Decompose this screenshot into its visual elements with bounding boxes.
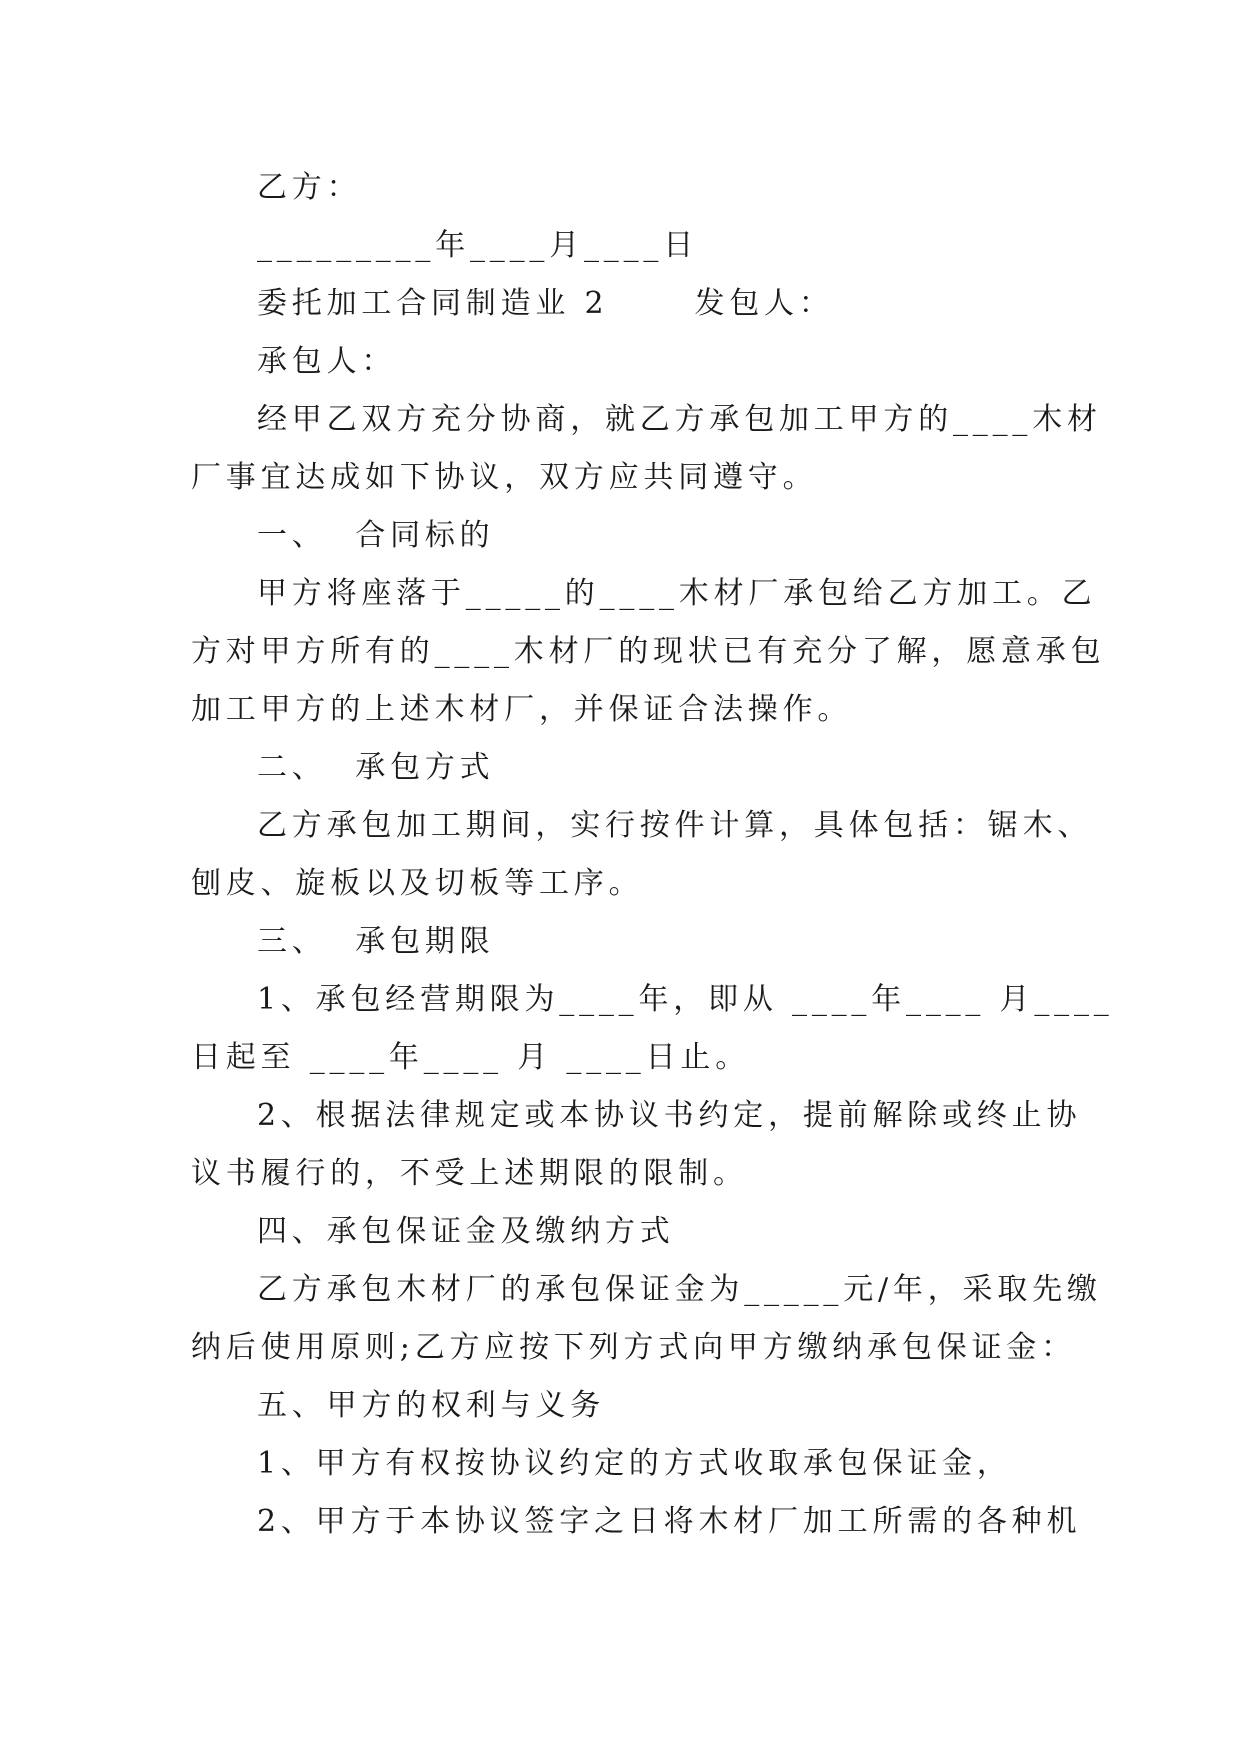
paragraph-line: 1、甲方有权按协议约定的方式收取承包保证金，: [257, 1446, 1012, 1481]
paragraph-line: 2、甲方于本协议签字之日将木材厂加工所需的各种机: [257, 1504, 1082, 1539]
paragraph-line: 日起至 ____年____ 月 ____日止。: [191, 1040, 751, 1075]
section-heading: 五、甲方的权利与义务: [257, 1388, 605, 1423]
paragraph-line: 加工甲方的上述木材厂，并保证合法操作。: [191, 692, 853, 727]
section-heading: 三、 承包期限: [257, 924, 495, 959]
paragraph-line: 经甲乙双方充分协商，就乙方承包加工甲方的____木材: [257, 402, 1102, 437]
paragraph-line: 厂事宜达成如下协议，双方应共同遵守。: [191, 460, 818, 495]
section-heading: 四、承包保证金及缴纳方式: [257, 1214, 675, 1249]
section-heading: 二、 承包方式: [257, 750, 495, 785]
paragraph-line: 甲方将座落于_____的____木材厂承包给乙方加工。乙: [257, 576, 1097, 611]
paragraph-line: 2、根据法律规定或本协议书约定，提前解除或终止协: [257, 1098, 1082, 1133]
paragraph-line: 乙方承包木材厂的承包保证金为_____元/年，采取先缴: [257, 1272, 1102, 1307]
party-b-label: 乙方：: [257, 170, 362, 205]
paragraph-line: 方对甲方所有的____木材厂的现状已有充分了解，愿意承包: [191, 634, 1106, 669]
contractor-label: 承包人：: [257, 344, 397, 379]
paragraph-line: 议书履行的，不受上述期限的限制。: [191, 1156, 748, 1191]
paragraph-line: 纳后使用原则;乙方应按下列方式向甲方缴纳承包保证金：: [191, 1330, 1076, 1365]
paragraph-line: 乙方承包加工期间，实行按件计算，具体包括：锯木、: [257, 808, 1093, 843]
contract-title-line: 委托加工合同制造业 2 发包人：: [257, 286, 834, 321]
date-line: _________年____月____日: [257, 228, 698, 263]
paragraph-line: 1、承包经营期限为____年，即从 ____年____ 月____: [257, 982, 1114, 1017]
section-heading: 一、 合同标的: [257, 518, 495, 553]
paragraph-line: 刨皮、旋板以及切板等工序。: [191, 866, 644, 901]
